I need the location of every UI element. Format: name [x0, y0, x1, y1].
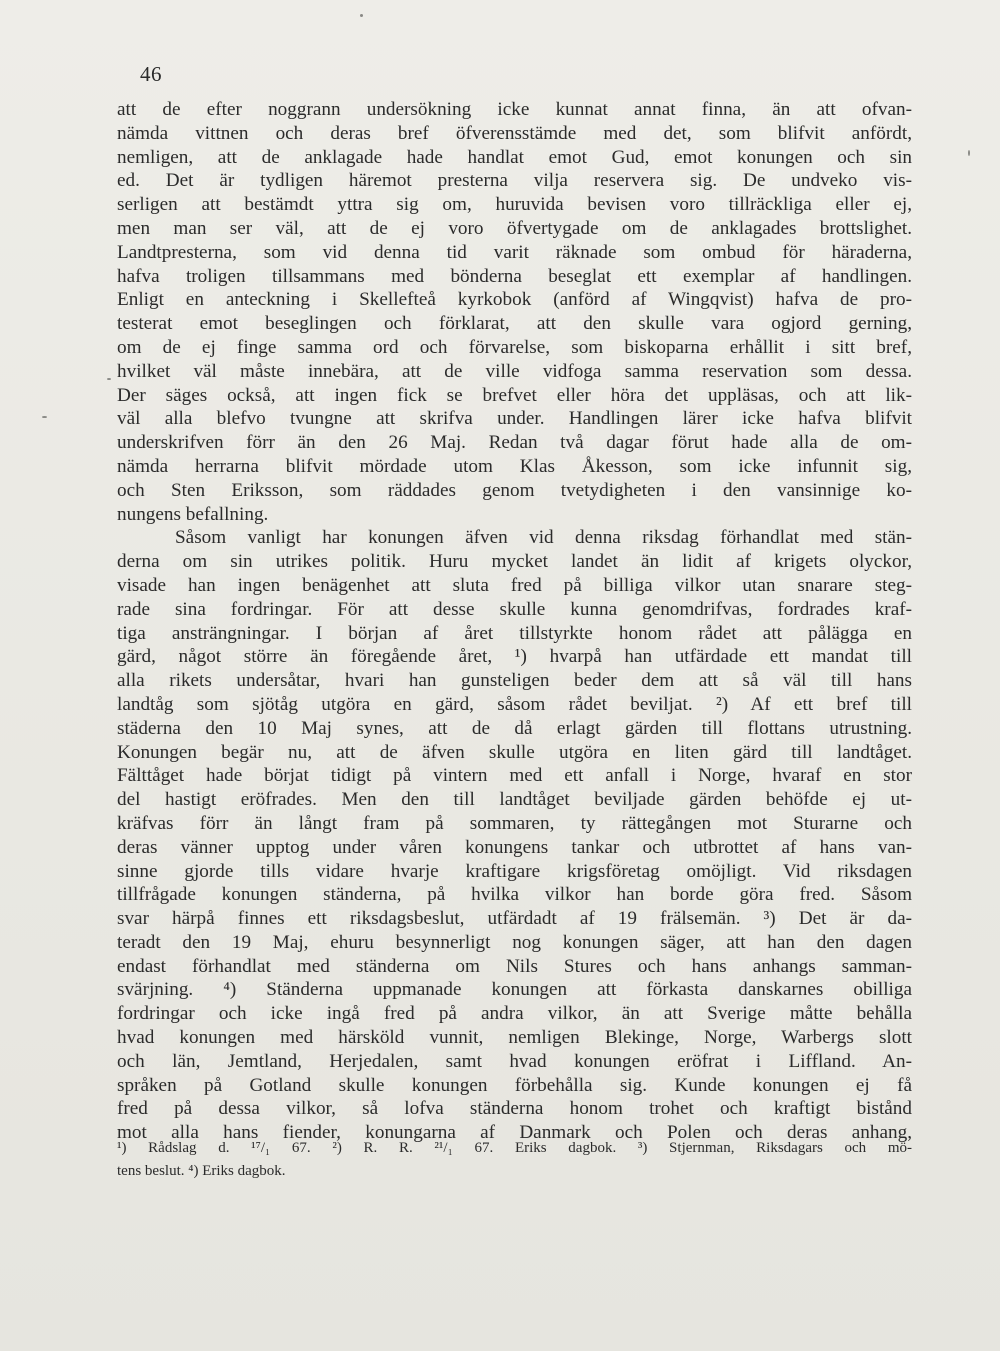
footnotes	[117, 1137, 912, 1183]
text-line: väl alla blefvo tvungne att skrifva under. Handlingen lärer icke hafva blifvit	[117, 408, 912, 430]
footnote-line: tens beslut. ⁴) Eriks dagbok.	[117, 1163, 286, 1179]
text-line: att de efter noggrann undersökning icke kunnat annat finna, än att ofvan-	[117, 99, 912, 120]
text-line: nämda vittnen och deras bref öfverensstämde med det, som blifvit anfördt,	[117, 122, 912, 144]
text-line: ed. Det är tydligen häremot presterna vilja reservera sig. De undveko vis-	[117, 170, 912, 192]
text-line: fordringar och icke ingå fred på andra vilkor, än att Sverige måtte behålla	[117, 1003, 912, 1025]
text-line: tiga ansträngningar. I början af året tillstyrkte honom rådet att pålägga en	[117, 622, 912, 644]
body-text	[117, 98, 912, 1145]
text-line: hvad konungen med härsköld vunnit, nemligen Blekinge, Norge, Warbergs slott	[117, 1027, 912, 1049]
paper-speck	[360, 14, 363, 17]
text-line: kräfvas förr än långt fram på sommaren, ty rättegången mot Sturarne och	[117, 812, 912, 834]
text-line: Landtpresterna, som vid denna tid varit räknade som ombud för häraderna,	[117, 241, 912, 263]
text-line: språken på Gotland skulle konungen förbehålla sig. Kunde konungen ej få	[117, 1074, 912, 1096]
text-line: sinne gjorde tills vidare hvarje kraftigare krigsföretag omöjligt. Vid riksdagen	[117, 860, 912, 882]
text-line: och län, Jemtland, Herjedalen, samt hvad konungen eröfrat i Liffland. An-	[117, 1050, 912, 1072]
text-line: hafva troligen tillsammans med bönderna beseglat ett exemplar af handlingen.	[117, 265, 912, 287]
paper-speck	[42, 416, 47, 418]
text-line: Der säges också, att ingen fick se brefvet eller höra det uppläsas, och att lik-	[117, 384, 912, 406]
text-line: Fälttåget hade börjat tidigt på vintern med ett anfall i Norge, hvaraf en stor	[117, 765, 912, 787]
text-line: derna om sin utrikes politik. Huru mycket landet än lidit af krigets olyckor,	[117, 551, 912, 573]
text-line: deras vänner upptog under våren konungens tankar och utbrottet af hans van-	[117, 836, 912, 858]
text-line: fred på dessa vilkor, så lofva ständerna honom trohet och kraftigt bistånd	[117, 1098, 912, 1120]
text-line: alla rikets undersåtar, hvari han gunsteligen beder dem att så väl till hans	[117, 670, 912, 692]
text-line: tillfrågade konungen ständerna, på hvilka vilkor han borde göra fred. Såsom	[117, 884, 912, 906]
text-line: serligen att bestämdt yttra sig om, huruvida bevisen voro tillräckliga eller ej,	[117, 194, 912, 216]
text-line: om de ej finge samma ord och förvarelse, som biskoparna erhållit i sitt bref,	[117, 336, 912, 358]
text-line: städerna den 10 Maj synes, att de då erlagt gärden till flottans utrustning.	[117, 717, 912, 739]
text-line: landtåg som sjötåg utgöra en gärd, såsom rådet beviljat. ²) Af ett bref till	[117, 693, 912, 715]
text-line: Enligt en anteckning i Skellefteå kyrkobok (anförd af Wingqvist) hafva de pro-	[117, 289, 912, 311]
text-line: Konungen begär nu, att de äfven skulle utgöra en liten gärd till landtåget.	[117, 741, 912, 763]
text-line: rade sina fordringar. För att desse skulle kunna genomdrifvas, fordrades kraf-	[117, 598, 912, 620]
text-line: nemligen, att de anklagade hade handlat emot Gud, emot konungen och sin	[117, 146, 912, 168]
page-number: 46	[140, 62, 162, 86]
text-line: hvilket väl måste innebära, att de ville vidfoga samma reservation som dessa.	[117, 360, 912, 382]
text-line: mot alla hans fiender, konungarna af Danmark och Polen och deras anhang,	[117, 1122, 912, 1144]
text-line: svärjning. ⁴) Ständerna uppmanade konungen att förkasta danskarnes obilliga	[117, 979, 912, 1001]
footnote-line: ¹) Rådslag d. ¹⁷/₁ 67. ²) R. R. ²¹/₁ 67. Eriks dagbok. ³) Stjernman, Riksdagars och mö-	[117, 1140, 912, 1156]
text-line: teradt den 19 Maj, ehuru besynnerligt nog konungen säger, att han den dagen	[117, 931, 912, 953]
text-line: men man ser väl, att de ej voro öfvertygade om de anklagades brottslighet.	[117, 217, 912, 239]
text-line-paragraph-end: nungens befallning.	[117, 503, 269, 525]
text-line: visade han ingen benägenhet att sluta fred på billiga vilkor utan snarare steg-	[117, 574, 912, 596]
text-line: och Sten Eriksson, som räddades genom tvetydigheten i den vansinnige ko-	[117, 479, 912, 501]
text-line: del hastigt eröfrades. Men den till landtåget beviljade gärden behöfde ej ut-	[117, 789, 912, 811]
text-line: svar härpå finnes ett riksdagsbeslut, utfärdadt af 19 frälsemän. ³) Det är da-	[117, 908, 912, 930]
paper-speck	[107, 378, 111, 380]
text-line: testerat emot beseglingen och förklarat, att den skulle vara ogjord gerning,	[117, 313, 912, 335]
paper-speck	[968, 150, 970, 156]
text-line: underskrifven förr än den 26 Maj. Redan två dagar förut hade alla de om-	[117, 432, 912, 454]
text-line: nämda herrarna blifvit mördade utom Klas Åkesson, som icke infunnit sig,	[117, 455, 912, 477]
text-line: endast förhandlat med ständerna om Nils Stures och hans anhangs samman-	[117, 955, 912, 977]
text-line: gärd, något större än föregående året, ¹) hvarpå han utfärdade ett mandat till	[117, 646, 912, 668]
text-line-paragraph-start: Såsom vanligt har konungen äfven vid denna riksdag förhandlat med stän-	[175, 527, 912, 549]
